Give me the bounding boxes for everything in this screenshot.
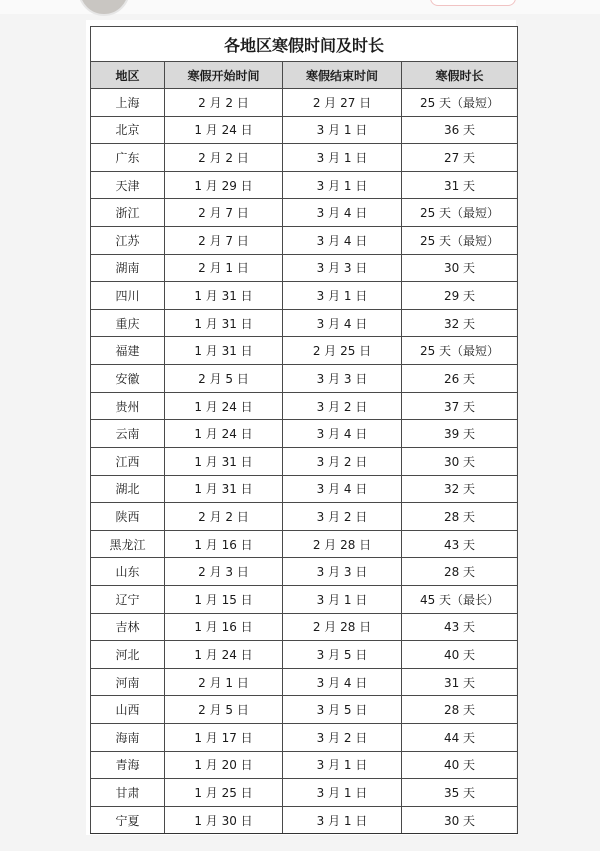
table-row [91,585,518,613]
cell-duration: 26 天 [402,365,518,393]
table-row [91,779,518,807]
cell-start-date: 2 月 7 日 [165,199,283,227]
table-row [91,309,518,337]
cell-end-date: 3 月 3 日 [283,365,402,393]
cell-region: 云南 [91,420,165,448]
cell-end-date: 3 月 1 日 [283,806,402,834]
cell-region: 湖南 [91,254,165,282]
cell-start-date: 2 月 1 日 [165,668,283,696]
cell-start-date: 1 月 25 日 [165,779,283,807]
cell-region: 辽宁 [91,585,165,613]
cell-region: 青海 [91,751,165,779]
cell-end-date: 3 月 2 日 [283,724,402,752]
cell-start-date: 1 月 16 日 [165,530,283,558]
column-header-end: 寒假结束时间 [283,62,402,89]
cell-duration: 29 天 [402,282,518,310]
cell-region: 上海 [91,89,165,117]
cell-duration: 39 天 [402,420,518,448]
table-row [91,668,518,696]
cell-end-date: 3 月 2 日 [283,447,402,475]
table-row [91,503,518,531]
cell-end-date: 2 月 28 日 [283,530,402,558]
cell-start-date: 1 月 31 日 [165,447,283,475]
table-row [91,696,518,724]
cell-end-date: 3 月 1 日 [283,144,402,172]
cell-end-date: 3 月 4 日 [283,420,402,448]
cell-duration: 31 天 [402,668,518,696]
cell-end-date: 3 月 1 日 [283,116,402,144]
cell-region: 陕西 [91,503,165,531]
cell-end-date: 2 月 27 日 [283,89,402,117]
table-row [91,530,518,558]
cell-end-date: 3 月 4 日 [283,227,402,255]
cell-start-date: 1 月 20 日 [165,751,283,779]
cell-end-date: 3 月 4 日 [283,199,402,227]
cell-start-date: 1 月 31 日 [165,282,283,310]
cell-end-date: 3 月 1 日 [283,779,402,807]
cell-duration: 40 天 [402,641,518,669]
table-row [91,227,518,255]
cell-region: 天津 [91,171,165,199]
cell-duration: 43 天 [402,530,518,558]
cell-duration: 31 天 [402,171,518,199]
cell-duration: 25 天（最短） [402,227,518,255]
cell-duration: 32 天 [402,475,518,503]
cell-end-date: 3 月 5 日 [283,696,402,724]
cell-region: 江西 [91,447,165,475]
cell-start-date: 2 月 3 日 [165,558,283,586]
cell-end-date: 3 月 4 日 [283,309,402,337]
cell-duration: 37 天 [402,392,518,420]
table-row [91,392,518,420]
cell-region: 湖北 [91,475,165,503]
cell-start-date: 1 月 31 日 [165,309,283,337]
table-row [91,447,518,475]
cell-end-date: 3 月 1 日 [283,282,402,310]
cell-region: 贵州 [91,392,165,420]
cell-duration: 30 天 [402,447,518,475]
cell-duration: 25 天（最短） [402,337,518,365]
cell-start-date: 1 月 31 日 [165,475,283,503]
cell-end-date: 2 月 28 日 [283,613,402,641]
cell-region: 北京 [91,116,165,144]
vacation-table [90,26,518,834]
table-row [91,613,518,641]
cell-start-date: 2 月 2 日 [165,89,283,117]
table-row [91,144,518,172]
table-row [91,171,518,199]
table-row [91,116,518,144]
cell-end-date: 3 月 4 日 [283,668,402,696]
cell-region: 福建 [91,337,165,365]
cell-duration: 27 天 [402,144,518,172]
table-row [91,337,518,365]
table-body [91,89,518,834]
cell-region: 宁夏 [91,806,165,834]
cell-duration: 44 天 [402,724,518,752]
cell-duration: 28 天 [402,558,518,586]
cell-end-date: 3 月 4 日 [283,475,402,503]
cell-region: 江苏 [91,227,165,255]
cell-start-date: 2 月 2 日 [165,503,283,531]
cell-duration: 30 天 [402,254,518,282]
cell-end-date: 3 月 2 日 [283,392,402,420]
cell-duration: 45 天（最长） [402,585,518,613]
cell-region: 山东 [91,558,165,586]
cell-region: 重庆 [91,309,165,337]
cell-start-date: 1 月 15 日 [165,585,283,613]
cell-end-date: 3 月 1 日 [283,751,402,779]
column-header-duration: 寒假时长 [402,62,518,89]
table-row [91,254,518,282]
table-row [91,751,518,779]
cell-duration: 43 天 [402,613,518,641]
cell-start-date: 1 月 30 日 [165,806,283,834]
table-row [91,558,518,586]
table-row [91,365,518,393]
cell-duration: 28 天 [402,503,518,531]
table-row [91,724,518,752]
cell-end-date: 3 月 3 日 [283,254,402,282]
cell-region: 浙江 [91,199,165,227]
cell-end-date: 3 月 1 日 [283,585,402,613]
cell-start-date: 1 月 24 日 [165,116,283,144]
cell-duration: 40 天 [402,751,518,779]
cell-region: 黑龙江 [91,530,165,558]
table-row [91,89,518,117]
cell-region: 甘肃 [91,779,165,807]
cell-end-date: 3 月 5 日 [283,641,402,669]
cell-start-date: 2 月 1 日 [165,254,283,282]
cell-start-date: 1 月 24 日 [165,420,283,448]
cell-start-date: 2 月 5 日 [165,696,283,724]
cell-end-date: 3 月 1 日 [283,171,402,199]
cell-end-date: 3 月 2 日 [283,503,402,531]
cell-duration: 35 天 [402,779,518,807]
cell-duration: 28 天 [402,696,518,724]
cell-start-date: 2 月 7 日 [165,227,283,255]
cell-duration: 25 天（最短） [402,199,518,227]
cell-start-date: 2 月 2 日 [165,144,283,172]
cell-start-date: 1 月 29 日 [165,171,283,199]
cell-duration: 36 天 [402,116,518,144]
table-row [91,420,518,448]
column-header-region: 地区 [91,62,165,89]
cell-duration: 30 天 [402,806,518,834]
table-row [91,641,518,669]
cell-start-date: 1 月 24 日 [165,641,283,669]
table-row [91,282,518,310]
cell-end-date: 3 月 3 日 [283,558,402,586]
cell-region: 四川 [91,282,165,310]
cell-end-date: 2 月 25 日 [283,337,402,365]
cell-start-date: 1 月 24 日 [165,392,283,420]
cell-region: 安徽 [91,365,165,393]
cell-start-date: 1 月 17 日 [165,724,283,752]
cell-region: 河南 [91,668,165,696]
cell-region: 海南 [91,724,165,752]
cell-start-date: 1 月 31 日 [165,337,283,365]
cell-region: 广东 [91,144,165,172]
table-title: 各地区寒假时间及时长 [91,27,518,62]
cell-region: 吉林 [91,613,165,641]
cell-duration: 32 天 [402,309,518,337]
table-row [91,806,518,834]
cell-region: 山西 [91,696,165,724]
cell-start-date: 2 月 5 日 [165,365,283,393]
table-row [91,475,518,503]
follow-button[interactable] [430,0,516,6]
cell-duration: 25 天（最短） [402,89,518,117]
cell-region: 河北 [91,641,165,669]
column-header-start: 寒假开始时间 [165,62,283,89]
cell-start-date: 1 月 16 日 [165,613,283,641]
table-row [91,199,518,227]
